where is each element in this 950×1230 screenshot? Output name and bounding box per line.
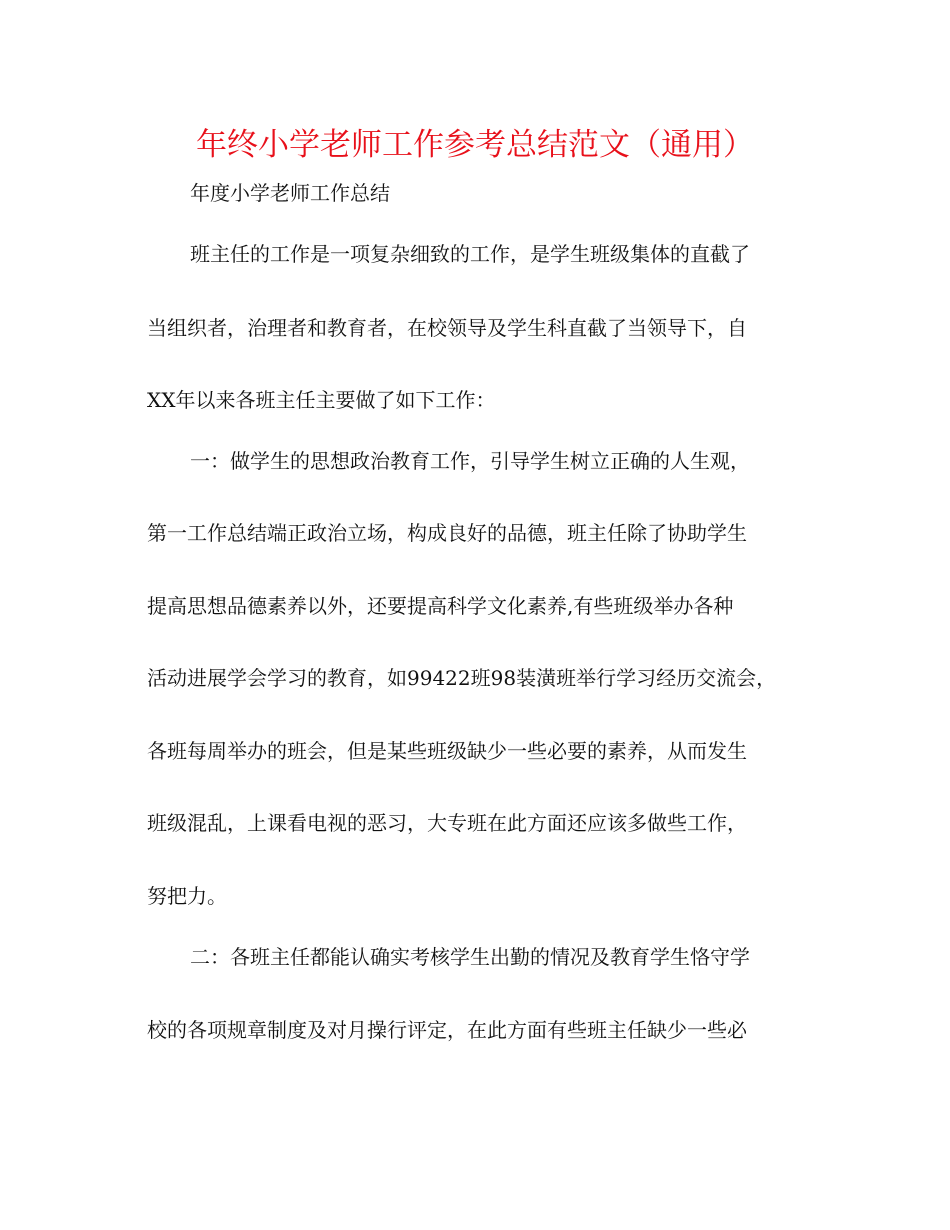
paragraph-1-line-3: XX年以来各班主任主要做了如下工作： (147, 388, 496, 412)
paragraph-2-line-7: 努把力。 (147, 884, 227, 908)
paragraph-2-line-5: 各班每周举办的班会，但是某些班级缺少一些必要的素养，从而发生 (147, 739, 747, 763)
paragraph-2-line-6: 班级混乱，上课看电视的恶习，大专班在此方面还应该多做些工作， (147, 811, 747, 835)
paragraph-2-line-2: 第一工作总结端正政治立场，构成良好的品德，班主任除了协助学生 (147, 521, 747, 545)
document-title: 年终小学老师工作参考总结范文（通用） (196, 127, 754, 163)
document-subtitle: 年度小学老师工作总结 (190, 181, 390, 205)
paragraph-1-line-2: 当组织者，治理者和教育者，在校领导及学生科直截了当领导下，自 (147, 316, 747, 340)
paragraph-2-line-3: 提高思想品德素养以外，还要提高科学文化素养,有些班级举办各种 (147, 594, 734, 618)
paragraph-3-line-2: 校的各项规章制度及对月操行评定，在此方面有些班主任缺少一些必 (147, 1018, 747, 1042)
paragraph-2-line-1: 一：做学生的思想政治教育工作，引导学生树立正确的人生观， (190, 449, 750, 473)
paragraph-2-line-4: 活动进展学会学习的教育，如99422班98装潢班举行学习经历交流会， (147, 666, 777, 690)
paragraph-1-line-1: 班主任的工作是一项复杂细致的工作，是学生班级集体的直截了 (190, 242, 750, 266)
paragraph-3-line-1: 二：各班主任都能认确实考核学生出勤的情况及教育学生恪守学 (190, 945, 750, 969)
